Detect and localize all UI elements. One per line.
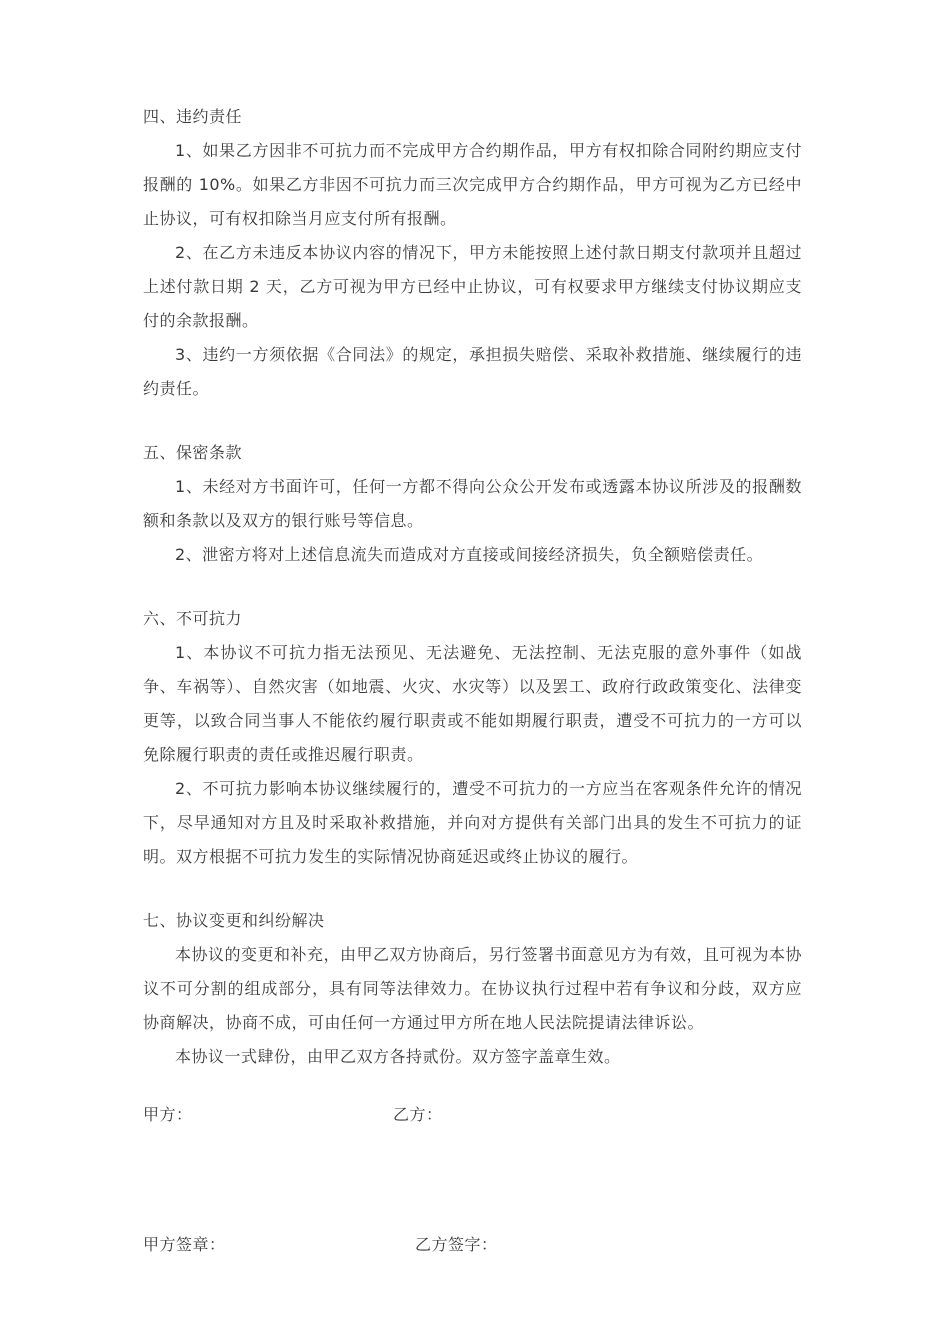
contract-paragraph: 1、如果乙方因非不可抗力而不完成甲方合约期作品，甲方有权扣除合同附约期应支付报酬的 10%。如果乙方非因不可抗力而三次完成甲方合约期作品，甲方可视为乙方已经中止协议，可有权扣除当月应支付所有报酬。 [143, 141, 802, 228]
contract-section [143, 904, 802, 1074]
contract-paragraph: 3、违约一方须依据《合同法》的规定，承担损失赔偿、采取补救措施、继续履行的违约责任。 [143, 345, 802, 398]
party-a-seal-label: 甲方签章： [143, 1235, 226, 1254]
section-heading: 五、保密条款 [143, 443, 243, 462]
contract-paragraph: 2、在乙方未违反本协议内容的情况下，甲方未能按照上述付款日期支付款项并且超过上述付款日期 2 天，乙方可视为甲方已经中止协议，可有权要求甲方继续支付协议期应支付的余款报酬。 [143, 243, 802, 330]
contract-paragraph: 1、本协议不可抗力指无法预见、无法避免、无法控制、无法克服的意外事件（如战争、车祸等）、自然灾害（如地震、火灾、水灾等）以及罢工、政府行政政策变化、法律变更等，以致合同当事人不能依约履行职责或不能如期履行职责，遭受不可抗力的一方可以免除履行职责的责任或推迟履行职责。 [143, 643, 802, 764]
contract-paragraph: 本协议一式肆份，由甲乙双方各持贰份。双方签字盖章生效。 [175, 1047, 621, 1066]
party-a-label: 甲方： [143, 1105, 193, 1124]
party-b-sign-label: 乙方签字： [415, 1235, 498, 1254]
contract-section [143, 436, 802, 572]
party-b-label: 乙方： [393, 1105, 443, 1124]
contract-section [143, 602, 802, 874]
section-heading: 四、违约责任 [143, 107, 243, 126]
contract-paragraph: 1、未经对方书面许可，任何一方都不得向公众公开发布或透露本协议所涉及的报酬数额和条款以及双方的银行账号等信息。 [143, 477, 802, 530]
contract-paragraph: 2、泄密方将对上述信息流失而造成对方直接或间接经济损失，负全额赔偿责任。 [175, 545, 764, 564]
contract-section [143, 100, 802, 406]
section-heading: 六、不可抗力 [143, 609, 243, 628]
contract-sections [143, 100, 802, 1074]
contract-paragraph: 本协议的变更和补充，由甲乙双方协商后，另行签署书面意见方为有效，且可视为本协议不可分割的组成部分，具有同等法律效力。在协议执行过程中若有争议和分歧，双方应协商解决，协商不成，可由任何一方通过甲方所在地人民法院提请法律诉讼。 [143, 945, 803, 1032]
contract-paragraph: 2、不可抗力影响本协议继续履行的，遭受不可抗力的一方应当在客观条件允许的情况下，尽早通知对方且及时采取补救措施，并向对方提供有关部门出具的发生不可抗力的证明。双方根据不可抗力发生的实际情况协商延迟或终止协议的履行。 [143, 779, 802, 866]
signature-labels-row [143, 1228, 802, 1262]
party-labels-row [143, 1098, 802, 1132]
section-heading: 七、协议变更和纠纷解决 [143, 911, 325, 930]
